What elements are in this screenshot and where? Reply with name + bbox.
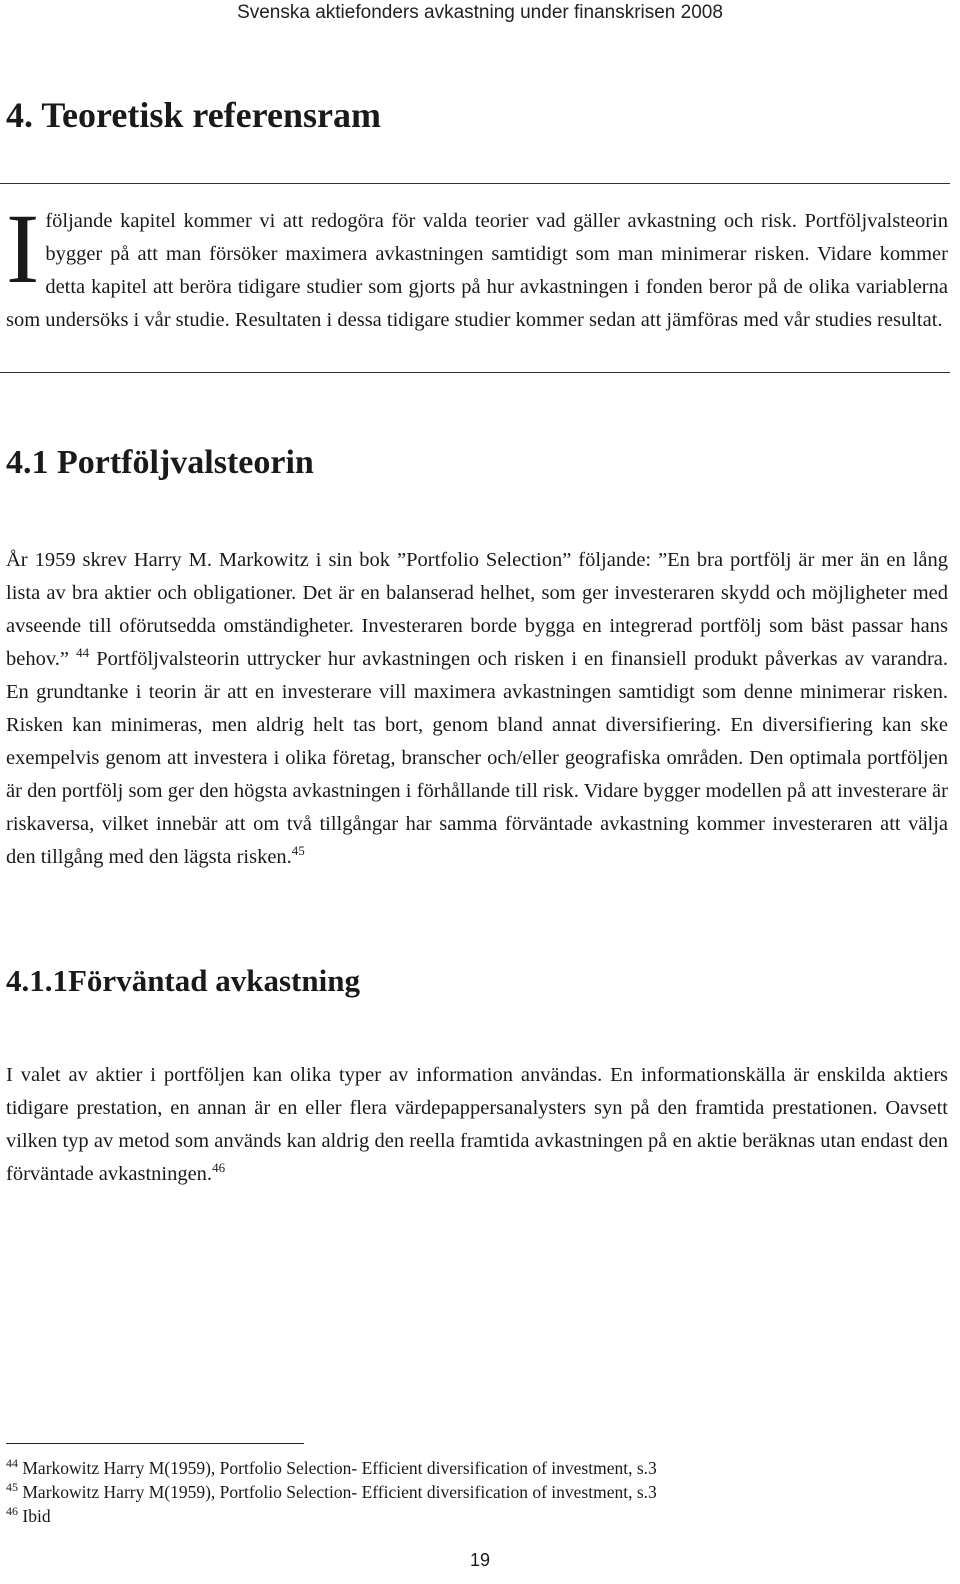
paragraph-text-part-1: År 1959 skrev Harry M. Markowitz i sin bok ”Portfolio Selection” följande: ”En bra portfölj är mer än en lång lista av bra aktier och obligationer. Det är en balanserad helhet, som ger investeraren skydd och möjligheter med avseende till oförutsedda omständigheter. Investeraren borde bygga en integrerad portfölj som bäst passar hans behov.” <box>6 549 948 670</box>
footnote-text: Markowitz Harry M(1959), Portfolio Selection- Efficient diversification of investment, s.3 <box>22 1482 657 1502</box>
footnote-number: 45 <box>6 1480 18 1495</box>
subsection-paragraph-forvantad-avkastning <box>6 1059 948 1191</box>
chapter-intro <box>6 193 948 337</box>
intro-paragraph: följande kapitel kommer vi att redogöra för valda teorier vad gäller avkastning och risk. Portföljvalsteorin bygger på att man försöker maximera avkastningen samtidigt som man minimerar risken. Vidare kommer detta kapitel att beröra tidigare studier som gjorts på hur avkastningen i fonden beror på de olika variablerna som undersöks i vår studie. Resultaten i dessa tidigare studier kommer sedan att jämföras med vår studies resultat. <box>6 210 948 331</box>
footnote-text: Ibid <box>22 1506 51 1526</box>
subsection-title-forvantad-avkastning: 4.1.1Förväntad avkastning <box>6 963 360 998</box>
top-divider <box>0 183 950 184</box>
paragraph-text: I valet av aktier i portföljen kan olika typer av information användas. En informationskälla är enskilda aktiers tidigare prestation, en annan är en eller flera värdepappersanalysters syn på den framtida prestationen. Oavsett vilken typ av metod som används kan aldrig den reella framtida avkastningen på en aktie beräknas utan endast den förväntade avkastningen. <box>6 1064 948 1185</box>
footnote-44 <box>6 1456 657 1480</box>
drop-cap: I <box>6 193 40 304</box>
footnote-text: Markowitz Harry M(1959), Portfolio Selection- Efficient diversification of investment, s.3 <box>22 1458 657 1478</box>
footnote-ref-44[interactable]: 44 <box>76 645 90 661</box>
footnote-number: 44 <box>6 1456 18 1471</box>
footnote-number: 46 <box>6 1504 18 1519</box>
footnote-45 <box>6 1480 657 1504</box>
page-number: 19 <box>469 1550 491 1570</box>
footnotes <box>6 1456 657 1528</box>
chapter-title: 4. Teoretisk referensram <box>6 95 381 135</box>
paragraph-text-part-2: Portföljvalsteorin uttrycker hur avkastningen och risken i en finansiell produkt påverkas av varandra. En grundtanke i teorin är att en investerare vill maximera avkastningen samtidigt som denne minimerar risken. Risken kan minimeras, men aldrig helt tas bort, genom bland annat diversifiering. En diversifiering kan ske exempelvis genom att investera i olika företag, branscher och/eller geografiska områden. Den optimala portföljen är den portfölj som ger den högsta avkastningen i förhållande till risk. Vidare bygger modellen på att investerare är riskaversa, vilket innebär att om två tillgångar har samma förväntade avkastning kommer investeraren att välja den tillgång med den lägsta risken. <box>6 648 949 868</box>
section-title-portfoljvalsteorin: 4.1 Portföljvalsteorin <box>6 444 314 481</box>
running-header: Svenska aktiefonders avkastning under finanskrisen 2008 <box>237 2 723 23</box>
bottom-divider <box>0 372 950 373</box>
footnote-ref-46[interactable]: 46 <box>212 1160 226 1176</box>
footnote-ref-45[interactable]: 45 <box>291 843 305 859</box>
footnote-46 <box>6 1504 657 1528</box>
footnote-separator <box>6 1443 304 1444</box>
section-paragraph-portfoljvalsteorin <box>6 544 948 874</box>
